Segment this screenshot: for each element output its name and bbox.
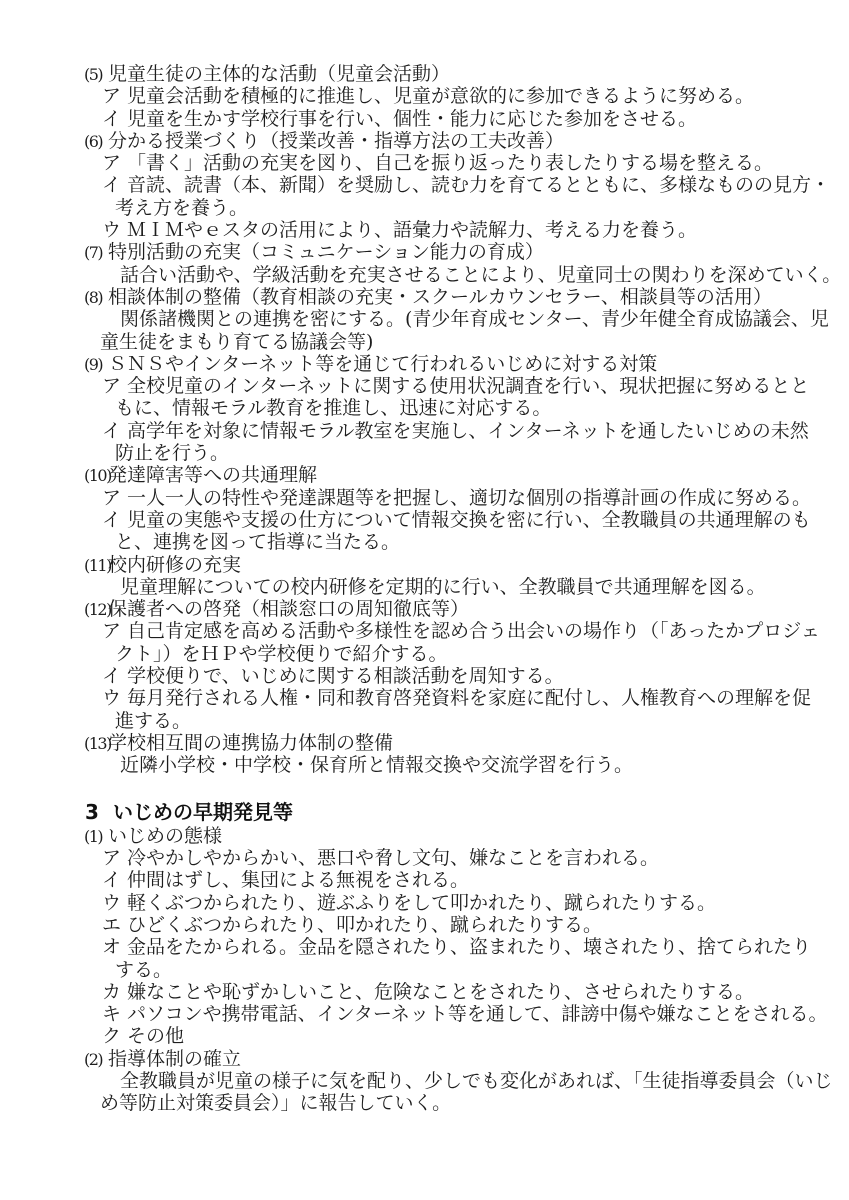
item-number-marker: (9) xyxy=(84,354,103,374)
sub-item-katakana-marker: ウ xyxy=(102,891,122,914)
line-text: 児童生徒の主体的な活動（児童会活動） xyxy=(108,63,451,85)
line-text: め等防止対策委員会）」に報告していく。 xyxy=(100,1092,452,1115)
document-line xyxy=(0,959,849,981)
sub-item-katakana-marker: ア xyxy=(102,152,122,175)
line-text: 進する。 xyxy=(115,709,192,732)
line-text: 校内研修の充実 xyxy=(108,553,242,576)
sub-item-katakana-marker: イ xyxy=(102,869,122,892)
line-text: 音読、読書（本、新聞）を奨励し、読む力を育てるとともに、多様なものの見方・ xyxy=(127,174,831,197)
document-line xyxy=(0,754,849,776)
line-text: 防止を行う。 xyxy=(115,442,230,465)
line-text: 児童会活動を積極的に推進し、児童が意欲的に参加できるように努める。 xyxy=(127,85,755,108)
document-line xyxy=(0,63,849,85)
document-line xyxy=(0,375,849,397)
item-number-marker: (6) xyxy=(84,131,103,151)
line-text: パソコンや携帯電話、インターネット等を通して、誹謗中傷や嫌なことをされる。 xyxy=(127,1003,828,1026)
document-line xyxy=(0,710,849,732)
document-line xyxy=(0,264,849,286)
document-line xyxy=(0,108,849,130)
document-line xyxy=(0,554,849,576)
sub-item-katakana-marker: オ xyxy=(102,936,122,959)
line-text: ひどくぶつかられたり、叩かれたり、蹴られたりする。 xyxy=(127,913,603,936)
document-line xyxy=(0,869,849,891)
document-line xyxy=(0,914,849,936)
line-text: 発達障害等への共通理解 xyxy=(108,464,318,487)
line-text: 一人一人の特性や発達課題等を把握し、適切な個別の指導計画の作成に努める。 xyxy=(127,486,812,509)
item-number-marker: (12) xyxy=(84,600,111,620)
document-line xyxy=(0,197,849,219)
sub-item-katakana-marker: イ xyxy=(102,508,122,531)
document-line xyxy=(0,353,849,375)
document-line xyxy=(0,420,849,442)
line-text: 近隣小学校・中学校・保育所と情報交換や交流学習を行う。 xyxy=(120,754,634,777)
document-line xyxy=(0,152,849,174)
item-number-marker: (8) xyxy=(84,287,103,307)
line-text: と、連携を図って指導に当たる。 xyxy=(115,531,401,554)
document-line xyxy=(0,598,849,620)
document-line xyxy=(0,286,849,308)
line-text: 児童の実態や支援の仕方について情報交換を密に行い、全教職員の共通理解のも xyxy=(127,508,811,531)
line-text: 分かる授業づくり（授業改善・指導方法の工夫改善） xyxy=(108,129,565,152)
document-line xyxy=(0,487,849,509)
document-body xyxy=(0,63,849,1115)
document-line xyxy=(0,1070,849,1092)
document-line xyxy=(0,397,849,419)
sub-item-katakana-marker: ア xyxy=(102,847,122,870)
section-title: いじめの早期発見等 xyxy=(113,799,293,824)
document-line xyxy=(0,1003,849,1025)
item-number-marker: (10) xyxy=(84,466,111,486)
line-text: 考え方を養う。 xyxy=(115,196,249,219)
document-line xyxy=(0,1048,849,1070)
document-line xyxy=(0,1025,849,1047)
line-text: 冷やかしやからかい、悪口や脅し文句、嫌なことを言われる。 xyxy=(127,847,660,870)
document-line xyxy=(0,576,849,598)
line-text: 「書く」活動の充実を図り、自己を振り返ったり表したりする場を整える。 xyxy=(127,152,774,175)
line-text: 指導体制の確立 xyxy=(108,1047,242,1070)
line-text: 関係諸機関との連携を密にする。(青少年育成センター、青少年健全育成協議会、児 xyxy=(120,308,829,331)
line-text: 自己肯定感を高める活動や多様性を認め合う出会いの場作り（「あったかプロジェ xyxy=(127,620,820,643)
sub-item-katakana-marker: キ xyxy=(102,1003,122,1026)
sub-item-katakana-marker: ア xyxy=(102,85,122,108)
line-text: 軽くぶつかられたり、遊ぶふりをして叩かれたり、蹴られたりする。 xyxy=(127,891,717,914)
document-line xyxy=(0,892,849,914)
document-line xyxy=(0,464,849,486)
line-text: その他 xyxy=(127,1025,185,1048)
sub-item-katakana-marker: イ xyxy=(102,665,122,688)
document-line xyxy=(0,308,849,330)
blank-line xyxy=(0,777,849,799)
sub-item-katakana-marker: イ xyxy=(102,107,122,130)
line-text: 嫌なことや恥ずかしいこと、危険なことをされたり、させられたりする。 xyxy=(127,980,755,1003)
sub-item-katakana-marker: ウ xyxy=(102,219,122,242)
line-text: 毎月発行される人権・同和教育啓発資料を家庭に配付し、人権教育への理解を促 xyxy=(127,687,812,710)
document-line xyxy=(0,509,849,531)
sub-item-katakana-marker: ア xyxy=(102,486,122,509)
document-line xyxy=(0,331,849,353)
line-text: 仲間はずし、集団による無視をされる。 xyxy=(127,869,470,892)
line-text: 学校相互間の連携協力体制の整備 xyxy=(108,731,394,754)
line-text: ＳＮＳやインターネット等を通じて行われるいじめに対する対策 xyxy=(108,352,658,375)
item-number-marker: (13) xyxy=(84,733,111,753)
sub-item-katakana-marker: ア xyxy=(102,375,122,398)
sub-item-katakana-marker: イ xyxy=(102,419,122,442)
document-line xyxy=(0,442,849,464)
item-number-marker: (5) xyxy=(84,65,103,84)
line-text: 全校児童のインターネットに関する使用状況調査を行い、現状把握に努めるとと xyxy=(127,375,810,398)
sub-item-katakana-marker: イ xyxy=(102,174,122,197)
line-text: 話合い活動や、学級活動を充実させることにより、児童同士の関わりを深めていく。 xyxy=(120,263,842,286)
section-heading xyxy=(0,799,849,825)
document-line xyxy=(0,130,849,152)
sub-item-katakana-marker: ク xyxy=(102,1025,122,1048)
line-text: 学校便りで、いじめに関する相談活動を周知する。 xyxy=(127,665,564,688)
document-line xyxy=(0,981,849,1003)
line-text: 保護者への啓発（相談窓口の周知徹底等） xyxy=(108,598,470,621)
item-number-marker: (2) xyxy=(84,1049,103,1069)
document-line xyxy=(0,174,849,196)
sub-item-katakana-marker: ア xyxy=(102,620,122,643)
document-line xyxy=(0,665,849,687)
line-text: 金品をたかられる。金品を隠されたり、盗まれたり、壊されたり、捨てられたり xyxy=(127,936,812,959)
line-text: クト」）をＨＰや学校便りで紹介する。 xyxy=(115,642,448,665)
document-line xyxy=(0,219,849,241)
document-line xyxy=(0,241,849,263)
document-line xyxy=(0,825,849,847)
item-number-marker: (7) xyxy=(84,243,103,263)
line-text: 特別活動の充実（コミュニケーション能力の育成） xyxy=(108,241,544,264)
line-text: 児童を生かす学校行事を行い、個性・能力に応じた参加をさせる。 xyxy=(127,107,698,130)
document-line xyxy=(0,936,849,958)
line-text: 児童理解についての校内研修を定期的に行い、全教職員で共通理解を図る。 xyxy=(120,575,766,598)
line-text: 相談体制の整備（教育相談の充実・スクールカウンセラー、相談員等の活用） xyxy=(108,285,772,308)
document-line xyxy=(0,531,849,553)
line-text: もに、情報モラル教育を推進し、迅速に対応する。 xyxy=(115,397,552,420)
sub-item-katakana-marker: カ xyxy=(102,980,122,1003)
document-line xyxy=(0,847,849,869)
line-text: ＭＩＭやｅスタの活用により、語彙力や読解力、考える力を養う。 xyxy=(127,219,698,242)
section-number: 3 xyxy=(85,799,99,824)
document-line xyxy=(0,643,849,665)
line-text: 童生徒をまもり育てる協議会等) xyxy=(100,330,374,353)
document-line xyxy=(0,687,849,709)
line-text: いじめの態様 xyxy=(108,824,223,847)
document-line xyxy=(0,85,849,107)
line-text: 高学年を対象に情報モラル教室を実施し、インターネットを通したいじめの未然 xyxy=(127,419,809,442)
line-text: する。 xyxy=(115,958,173,981)
item-number-marker: (1) xyxy=(84,826,103,846)
item-number-marker: (11) xyxy=(84,555,111,575)
sub-item-katakana-marker: ウ xyxy=(102,687,122,710)
line-text: 全教職員が児童の様子に気を配り、少しでも変化があれば、「生徒指導委員会（いじ xyxy=(120,1070,833,1093)
document-line xyxy=(0,1092,849,1114)
document-line xyxy=(0,732,849,754)
document-line xyxy=(0,620,849,642)
sub-item-katakana-marker: エ xyxy=(102,913,122,936)
